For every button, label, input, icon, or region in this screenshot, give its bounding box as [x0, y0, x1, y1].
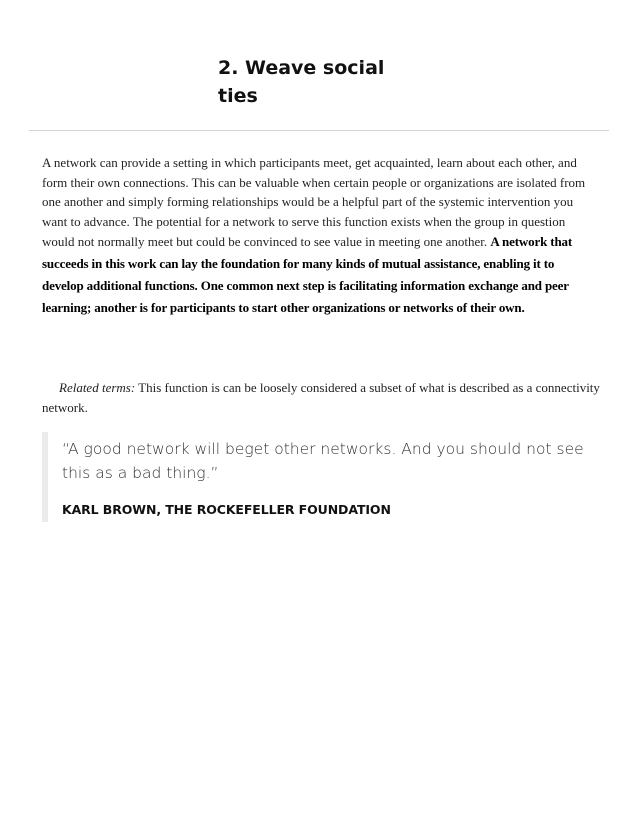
- related-terms-label: Related terms:: [59, 380, 136, 395]
- pull-quote-attribution: KARL BROWN, THE ROCKEFELLER FOUNDATION: [62, 502, 391, 517]
- body-emphasis-text: A network that succeeds in this work can lay the foundation for many kinds of mutual assistance, enabling it to develop additional functions. One common next step is facilitating information exchange and peer learning; another is for participants to start other organizations or networks of their own.: [42, 234, 573, 315]
- section-heading-line-2: ties: [218, 85, 258, 107]
- section-divider: [29, 130, 609, 131]
- section-heading-line-1: 2. Weave social: [218, 57, 385, 79]
- related-terms-text: This function is can be loosely considered a subset of what is described as a connectivity network.: [42, 380, 600, 415]
- section-heading: [218, 54, 418, 110]
- body-paragraph: [42, 153, 597, 319]
- pull-quote-text: “A good network will beget other networks. And you should not see this as a bad thing.”: [62, 440, 584, 482]
- related-terms-paragraph: [42, 378, 602, 418]
- pull-quote: [42, 432, 608, 522]
- body-intro-text: A network can provide a setting in which participants meet, get acquainted, learn about each other, and form their own connections. This can be valuable when certain people or organizations are isolated from one another and simply forming relationships would be a helpful part of the systemic intervention you want to advance. The potential for a network to serve this function exists when the group in question would not normally meet but could be convinced to see value in meeting one another.: [42, 155, 586, 249]
